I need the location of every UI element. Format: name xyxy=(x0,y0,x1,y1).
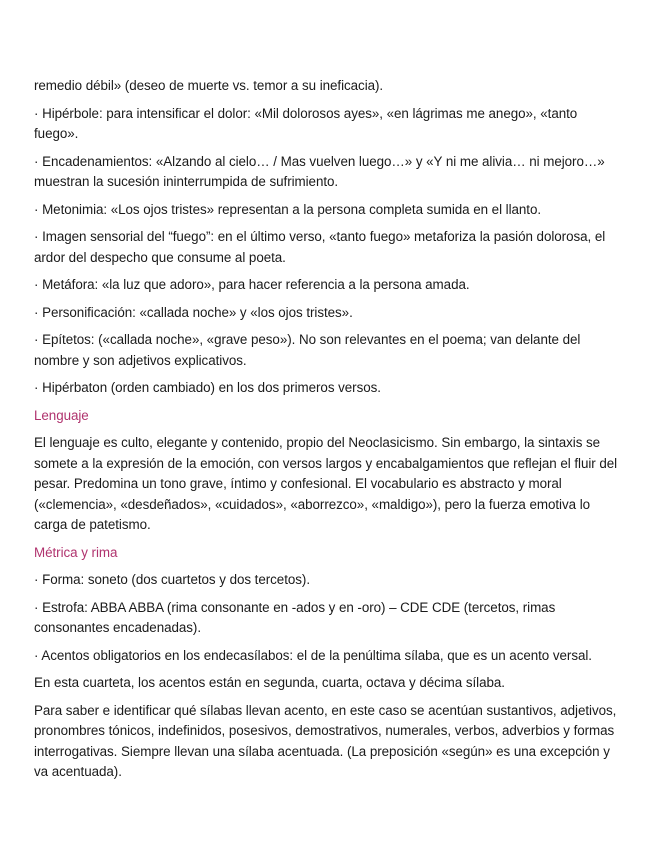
list-item-metafora: · Metáfora: «la luz que adoro», para hacer referencia a la persona amada. xyxy=(34,277,470,292)
section-heading-lenguaje: Lenguaje xyxy=(34,407,89,423)
list-item-acentos: · Acentos obligatorios en los endecasílabos: el de la penúltima sílaba, que es un acento versal. xyxy=(34,647,592,663)
list-item-hiperbole: · Hipérbole: para intensificar el dolor: «Mil dolorosos ayes», «en lágrimas me anego», «tanto fuego». xyxy=(34,105,578,141)
document-page xyxy=(34,76,624,783)
list-item-hiperbaton: · Hipérbaton (orden cambiado) en los dos primeros versos. xyxy=(34,380,381,395)
list-item-imagen-sensorial: · Imagen sensorial del “fuego”: en el último verso, «tanto fuego» metaforiza la pasión dolorosa, el ardor del despecho que consume al poeta. xyxy=(34,229,606,265)
list-item-epitetos: · Epítetos: («callada noche», «grave peso»). No son relevantes en el poema; van delante del nombre y son adjetivos explicativos. xyxy=(34,332,581,368)
paragraph-lenguaje: El lenguaje es culto, elegante y contenido, propio del Neoclasicismo. Sin embargo, la sintaxis se somete a la expresión de la emoción, con versos largos y encabalgamientos que reflejan el fluir del pesar. Predomina un tono grave, íntimo y confesional. El vocabulario es abstracto y moral («clemencia», «desdeñados», «cuidados», «aborrezco», «maldigo»), pero la fuerza emotiva lo carga de patetismo. xyxy=(34,435,618,532)
paragraph-cuarteta: En esta cuarteta, los acentos están en segunda, cuarta, octava y décima sílaba. xyxy=(34,675,505,690)
list-item-forma: · Forma: soneto (dos cuartetos y dos tercetos). xyxy=(34,572,310,587)
list-item-encadenamientos: · Encadenamientos: «Alzando al cielo… / Mas vuelven luego…» y «Y ni me alivia… ni mejoro…» muestran la sucesión ininterrumpida de sufrimiento. xyxy=(34,153,605,189)
paragraph-silabas: Para saber e identificar qué sílabas llevan acento, en este caso se acentúan sustantivos, adjetivos, pronombres tónicos, indefinidos, posesivos, demostrativos, numerales, verbos, adverbios y formas interrogativas. Siempre llevan una sílaba acentuada. (La preposición «según» es una excepción y va acentuada). xyxy=(34,702,617,779)
paragraph-continuation: remedio débil» (deseo de muerte vs. temor a su ineficacia). xyxy=(34,78,384,93)
section-heading-metrica: Métrica y rima xyxy=(34,544,118,560)
list-item-personificacion: · Personificación: «callada noche» y «los ojos tristes». xyxy=(34,304,353,320)
list-item-metonimia: · Metonimia: «Los ojos tristes» representan a la persona completa sumida en el llanto. xyxy=(34,201,542,217)
list-item-estrofa: · Estrofa: ABBA ABBA (rima consonante en -ados y en -oro) – CDE CDE (tercetos, rimas consonantes encadenadas). xyxy=(34,599,556,635)
